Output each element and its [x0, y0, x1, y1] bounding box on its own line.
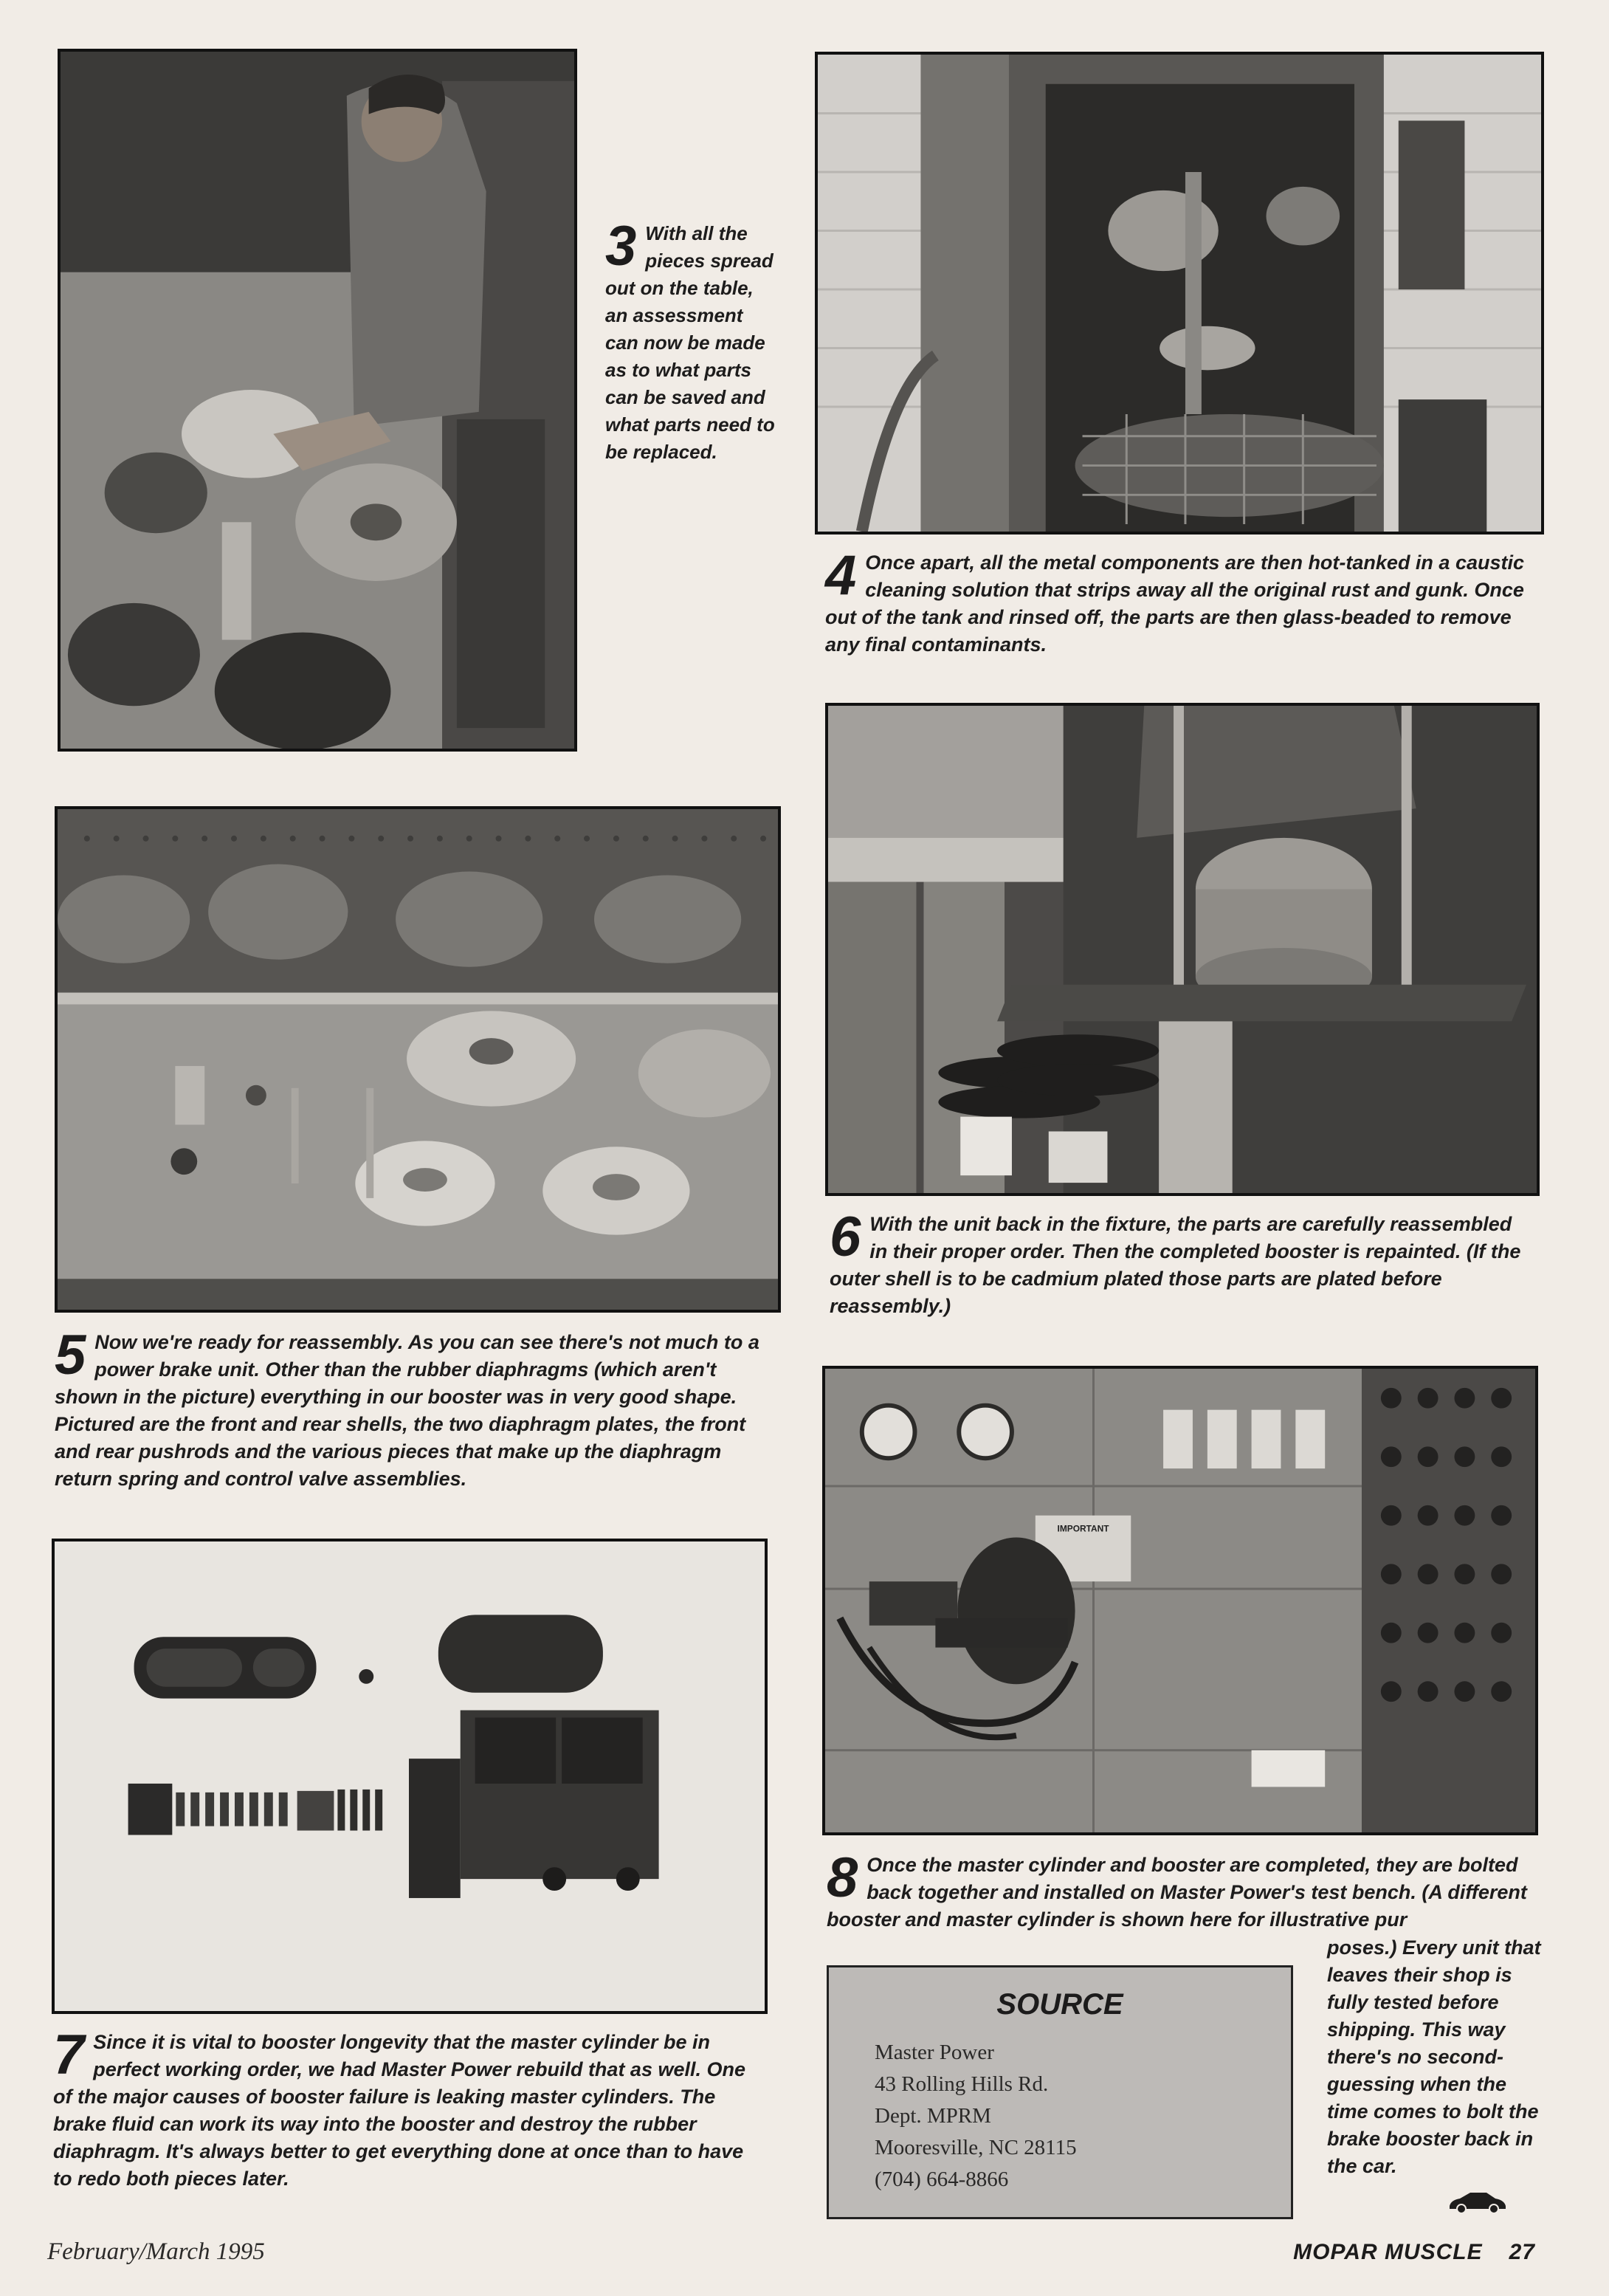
- caption-3: [605, 215, 775, 466]
- caption-7: [53, 2024, 754, 2193]
- source-title: SOURCE: [996, 1988, 1123, 2021]
- caption-4-text: Once apart, all the metal components are then hot-tanked in a caustic cleaning solution that strips away all the original rust and gunk. Once out of the tank and rinsed off, the parts are then glass-beaded to remove any final contaminants.: [825, 551, 1524, 656]
- photo-6-fixture: [825, 703, 1540, 1196]
- caption-7-number: 7: [53, 2024, 85, 2086]
- caption-6-number: 6: [830, 1206, 861, 1268]
- photo-7-image: [55, 1541, 765, 2011]
- caption-8-text-intro: Once the master cylinder and booster are completed, they are bolted back together and installed on Master Power's test bench. (A different booster and master cylinder is shown here for illustrative pur: [827, 1854, 1527, 1931]
- source-line-street: 43 Rolling Hills Rd.: [875, 2072, 1049, 2096]
- photo-6-image: [828, 706, 1537, 1193]
- caption-6: [830, 1206, 1528, 1320]
- source-line-city: Mooresville, NC 28115: [875, 2136, 1077, 2159]
- caption-8: [827, 1846, 1537, 1934]
- photo-5-image: [58, 809, 778, 1310]
- photo-4-image: [818, 55, 1541, 532]
- caption-3-number: 3: [605, 215, 637, 278]
- caption-6-text: With the unit back in the fixture, the parts are carefully reassembled in their proper order. Then the completed booster is repainted. (If the outer shell is to be cadmium plated those parts are plated before reassembly.): [830, 1213, 1521, 1317]
- caption-8-number: 8: [827, 1846, 858, 1909]
- caption-5-text: Now we're ready for reassembly. As you can see there's not much to a power brake unit. Other than the rubber diaphragms (which aren't shown in the picture) everything in our booster was in very good shape. Pictured are the front and rear shells, the two diaphragm plates, the front and rear pushrods and the various pieces that make up the diaphragm return spring and control valve assemblies.: [55, 1331, 759, 1490]
- photo-7-master-cylinder: [52, 1539, 768, 2014]
- photo-8-placard-label: IMPORTANT: [1057, 1523, 1109, 1534]
- caption-3-text: With all the pieces spread out on the table, an assessment can now be made as to what parts can be saved and what parts need to be replaced.: [605, 222, 775, 463]
- caption-5-number: 5: [55, 1324, 86, 1386]
- caption-4: [825, 544, 1541, 659]
- photo-5-parts-bench: [55, 806, 781, 1313]
- car-end-mark-icon: [1447, 2187, 1509, 2215]
- photo-3-workbench: [58, 49, 577, 752]
- footer-page-number: 27: [1509, 2240, 1535, 2264]
- source-box: [827, 1965, 1293, 2219]
- photo-4-hot-tank: [815, 52, 1544, 535]
- footer-magazine-name: MOPAR MUSCLE: [1293, 2240, 1483, 2264]
- photo-3-image: [61, 52, 574, 749]
- caption-5: [55, 1324, 768, 1493]
- footer-date: February/March 1995: [47, 2238, 265, 2265]
- source-address: [875, 2037, 1077, 2196]
- caption-8-continued: poses.) Every unit that leaves their shop is fully tested before shipping. This way there's no second-guessing when the time comes to bolt the brake booster back in the car.: [1327, 1936, 1541, 2177]
- caption-4-number: 4: [825, 544, 857, 607]
- photo-8-image: [825, 1369, 1535, 1832]
- footer-magazine: [1293, 2240, 1535, 2265]
- source-line-phone: (704) 664-8866: [875, 2168, 1009, 2191]
- photo-8-test-bench: [822, 1366, 1538, 1835]
- source-line-company: Master Power: [875, 2041, 994, 2064]
- source-line-dept: Dept. MPRM: [875, 2104, 991, 2128]
- caption-7-text: Since it is vital to booster longevity that the master cylinder be in perfect working order, we had Master Power rebuild that as well. One of the major causes of booster failure is leaking master cylinders. The brake fluid can work its way into the booster and destroy the rubber diaphragm. It's always better to get everything done at once than to have to redo both pieces later.: [53, 2031, 746, 2190]
